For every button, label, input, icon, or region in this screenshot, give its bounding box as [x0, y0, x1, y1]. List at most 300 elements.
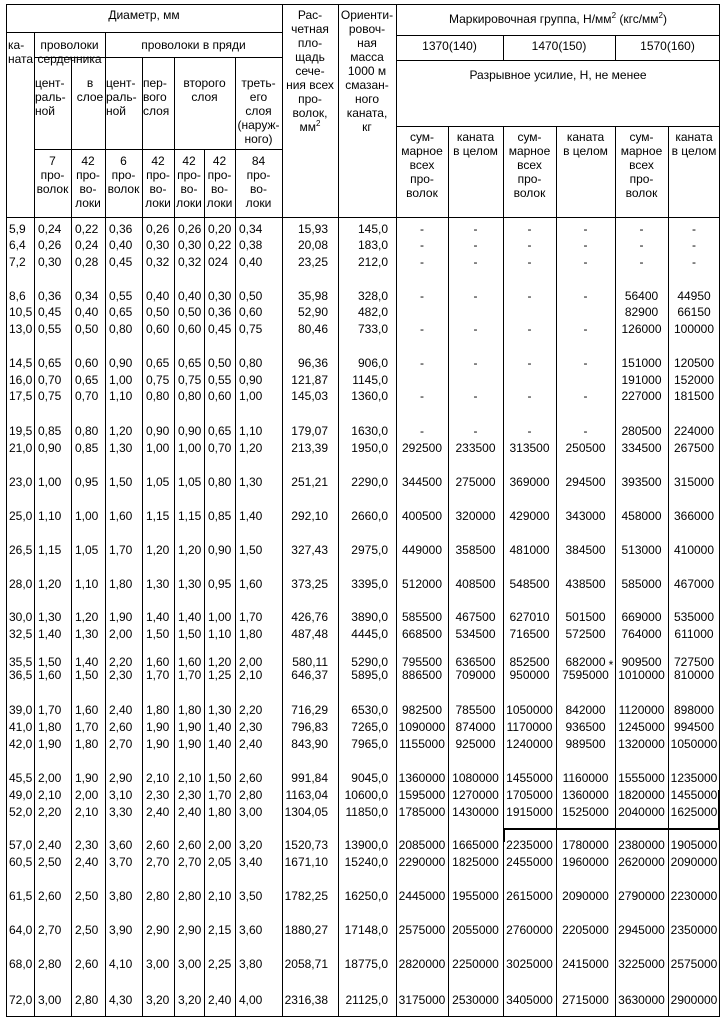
table-cell: 10600,0	[344, 788, 388, 802]
table-cell: 8,6	[9, 289, 26, 303]
table-cell: -	[692, 222, 696, 236]
header-sum-all-1: сум- марное всех про- волок	[401, 130, 443, 200]
header-first-layer: пер- вого слоя	[143, 76, 170, 118]
table-cell: 0,30	[38, 255, 62, 269]
table-cell: 2,00	[208, 838, 232, 852]
table-cell: 16250,0	[344, 889, 388, 903]
table-cell: -	[420, 289, 424, 303]
table-cell: 0,36	[208, 305, 232, 319]
table-cell: 548500	[509, 577, 550, 591]
table-cell: 1520,73	[284, 838, 328, 852]
table-cell: 1050000	[670, 737, 718, 751]
table-cell: 0,36	[38, 289, 62, 303]
table-cell: 0,55	[109, 289, 133, 303]
table-cell: 0,65	[208, 424, 232, 438]
table-cell: -	[527, 289, 532, 303]
table-cell: 2058,71	[284, 957, 328, 971]
table-cell: 1,60	[239, 577, 263, 591]
table-cell: -	[420, 322, 424, 336]
header-central-core: цент- раль- ной	[35, 76, 66, 118]
table-cell: 3,80	[109, 889, 133, 903]
table-cell: 2455000	[506, 855, 553, 869]
table-cell: 0,95	[75, 475, 99, 489]
table-cell: 0,38	[239, 238, 263, 252]
table-cell: 1525000	[562, 805, 609, 819]
table-cell: 2,40	[208, 993, 232, 1007]
table-cell: 1,05	[75, 543, 99, 557]
table-cell: -	[420, 356, 424, 370]
table-cell: 1915000	[506, 805, 553, 819]
bold-marker-line	[503, 828, 720, 830]
table-cell: 0,45	[208, 322, 232, 336]
table-cell: 733,0	[357, 322, 388, 336]
table-cell: 2,90	[146, 923, 170, 937]
table-cell: 0,90	[178, 424, 202, 438]
table-cell: 2235000	[506, 838, 553, 852]
table-cell: 1,50	[239, 543, 263, 557]
table-cell: 7965,0	[351, 737, 388, 751]
table-cell: 925000	[455, 737, 496, 751]
table-cell: 2250000	[452, 957, 499, 971]
table-cell: 2,40	[38, 838, 62, 852]
header-kanata: ка- ната	[8, 38, 34, 66]
table-cell: 1304,05	[284, 805, 328, 819]
table-cell: 4445,0	[351, 627, 388, 641]
table-cell: 15240,0	[344, 855, 388, 869]
table-cell: 1,60	[38, 668, 62, 682]
table-cell: 120500	[673, 356, 715, 370]
table-cell: 1,80	[208, 805, 232, 819]
table-cell: 0,50	[208, 356, 232, 370]
table-cell: 17,5	[9, 389, 33, 403]
table-cell: 1705000	[506, 788, 553, 802]
table-cell: 1,60	[109, 509, 133, 523]
table-cell: 14,5	[9, 356, 33, 370]
table-cell: -	[473, 424, 478, 438]
col-line	[204, 149, 205, 1017]
table-cell: 2,30	[75, 838, 99, 852]
table-cell: 0,70	[38, 373, 62, 387]
table-cell: 1,30	[38, 610, 62, 624]
table-cell: -	[583, 289, 588, 303]
table-cell: 2,30	[178, 788, 202, 802]
table-cell: 906,0	[357, 356, 388, 370]
table-cell: 0,60	[75, 356, 99, 370]
table-cell: 2,90	[178, 923, 202, 937]
table-cell: 344500	[401, 475, 443, 489]
table-cell: 1,10	[208, 627, 232, 641]
header-count-7: 7 про- волок	[36, 154, 69, 196]
table-cell: 795500	[401, 655, 443, 669]
table-cell: 2,40	[178, 805, 202, 819]
table-cell: 1,15	[178, 509, 202, 523]
table-cell: 23,25	[297, 255, 328, 269]
table-cell: 1,00	[75, 509, 99, 523]
table-cell: 1,60	[146, 655, 170, 669]
table-cell: 0,70	[208, 441, 232, 455]
table-cell: 1,70	[178, 668, 202, 682]
table-cell: 1,40	[208, 720, 232, 734]
table-cell: 2,60	[239, 771, 263, 785]
table-cell: 250500	[565, 441, 606, 455]
table-cell: 1320000	[618, 737, 665, 751]
table-cell: -	[420, 222, 424, 236]
table-cell: -	[473, 356, 478, 370]
table-cell: 2,60	[75, 957, 99, 971]
table-cell: 61,5	[9, 889, 33, 903]
table-cell: 0,65	[146, 356, 170, 370]
table-cell: 0,28	[75, 255, 99, 269]
header-sum-all-3: сум- марное всех про- волок	[620, 130, 663, 200]
table-cell: 0,32	[146, 255, 170, 269]
table-cell: 2660,0	[351, 509, 388, 523]
table-cell: 2350000	[670, 923, 718, 937]
table-cell: 1,30	[178, 577, 202, 591]
table-cell: 1630,0	[351, 424, 388, 438]
table-cell: 1780000	[562, 838, 609, 852]
table-cell: 1,50	[146, 627, 170, 641]
table-cell: 936500	[565, 720, 606, 734]
header-line	[396, 35, 720, 36]
table-cell: 5290,0	[351, 655, 388, 669]
table-cell: 2,60	[178, 838, 202, 852]
table-cell: 2,15	[208, 923, 232, 937]
table-cell: 611000	[674, 627, 714, 641]
table-cell: 0,45	[109, 255, 133, 269]
table-cell: 512000	[401, 577, 443, 591]
table-cell: 1,05	[146, 475, 170, 489]
table-cell: 30,0	[9, 610, 33, 624]
table-cell: 1,00	[239, 389, 263, 403]
table-cell: 0,75	[178, 373, 202, 387]
table-cell: 227000	[621, 389, 662, 403]
table-cell: 152000	[673, 373, 715, 387]
table-cell: 2,10	[38, 788, 62, 802]
table-cell: -	[527, 238, 532, 252]
table-cell: 10,5	[9, 305, 33, 319]
table-cell: 2,00	[109, 627, 133, 641]
header-area: Рас- четная пло- щадь сече- ния всех про- волок, $мм^2$	[286, 8, 334, 134]
table-cell: 7595000	[562, 668, 609, 682]
table-cell: 213,39	[291, 441, 328, 455]
table-cell: 1,90	[146, 737, 170, 751]
table-cell: 15,93	[297, 222, 328, 236]
table-cell: 909500	[621, 655, 662, 669]
header-rope-whole-1: каната в целом	[453, 130, 498, 158]
table-cell: 2090000	[670, 855, 718, 869]
table-cell: 2,40	[239, 737, 263, 751]
table-cell: 2,50	[75, 889, 99, 903]
table-cell: 11850,0	[345, 805, 388, 819]
table-cell: 3,90	[109, 923, 133, 937]
table-cell: 1,10	[38, 509, 62, 523]
table-cell: 1,20	[109, 424, 133, 438]
table-cell: 3,40	[239, 855, 263, 869]
table-cell: 2,50	[38, 855, 62, 869]
table-cell: 1665000	[452, 838, 499, 852]
table-cell: 3630000	[618, 993, 665, 1007]
table-cell: 275000	[455, 475, 496, 489]
table-cell: 0,26	[146, 222, 170, 236]
table-cell: 1,10	[75, 577, 99, 591]
header-diameter: Диаметр, мм	[108, 8, 180, 22]
table-cell: 1,10	[239, 424, 263, 438]
table-cell: 2055000	[452, 923, 499, 937]
table-cell: -	[583, 222, 588, 236]
table-cell: 0,85	[38, 424, 62, 438]
header-sum-all-2: сум- марное всех про- волок	[508, 130, 551, 200]
table-cell: 1555000	[618, 771, 665, 785]
table-cell: 320000	[455, 509, 496, 523]
table-cell: 328,0	[357, 289, 388, 303]
table-cell: 513000	[621, 543, 662, 557]
table-cell: 2,10	[75, 805, 99, 819]
table-cell: 1,80	[239, 627, 263, 641]
table-cell: 0,32	[178, 255, 202, 269]
table-cell: 343000	[565, 509, 606, 523]
area-superscript: 2	[316, 119, 321, 128]
header-second-layer: второго слоя	[183, 76, 226, 104]
table-cell: 251,21	[291, 475, 328, 489]
table-cell: 2,70	[178, 855, 202, 869]
table-cell: 60,5	[9, 855, 33, 869]
table-cell: 482,0	[357, 305, 388, 319]
table-cell: 0,24	[38, 222, 62, 236]
header-mass: Ориенти- ровоч- ная масса 1000 м смазан- ного каната, кг	[340, 8, 394, 134]
table-cell: 80,46	[297, 322, 328, 336]
table-cell: 0,75	[239, 322, 263, 336]
table-cell: 2,20	[239, 703, 263, 717]
table-cell: 1,70	[239, 610, 263, 624]
table-cell: 1,90	[178, 720, 202, 734]
table-cell: 2,30	[239, 720, 263, 734]
table-cell: 1,25	[208, 668, 232, 682]
table-cell: 39,0	[9, 703, 33, 717]
table-cell: 0,60	[208, 389, 232, 403]
table-cell: 449000	[401, 543, 443, 557]
table-cell: 627010	[509, 610, 550, 624]
table-cell: 0,50	[178, 305, 202, 319]
table-cell: 1,90	[178, 737, 202, 751]
table-cell: 267500	[673, 441, 715, 455]
table-cell: 1,20	[75, 610, 99, 624]
table-cell: 709000	[455, 668, 496, 682]
table-cell: 41,0	[9, 720, 33, 734]
table-cell: 7,2	[9, 255, 26, 269]
table-cell: -	[473, 238, 478, 252]
table-cell: 0,65	[75, 373, 99, 387]
table-cell: 716500	[509, 627, 550, 641]
table-cell: 1,20	[178, 543, 202, 557]
table-cell: 0,60	[146, 322, 170, 336]
table-cell: 1,30	[239, 475, 263, 489]
table-cell: 2820000	[398, 957, 446, 971]
table-cell: 57,0	[9, 838, 33, 852]
table-cell: 2380000	[618, 838, 665, 852]
header-group-1470: 1470(150)	[531, 39, 587, 53]
table-cell: 3,80	[239, 957, 263, 971]
table-cell: -	[527, 356, 532, 370]
table-cell: 3,70	[109, 855, 133, 869]
table-cell: 1,50	[75, 668, 99, 682]
table-cell: 100000	[673, 322, 715, 336]
table-cell: 1,15	[38, 543, 62, 557]
table-cell: 1,00	[146, 441, 170, 455]
table-cell: 21125,0	[345, 993, 388, 1007]
table-cell: 534500	[455, 627, 496, 641]
table-cell: 1163,04	[285, 788, 328, 802]
table-cell: 49,0	[9, 788, 33, 802]
table-cell: 1,70	[146, 668, 170, 682]
table-cell: 1455000	[670, 788, 718, 802]
header-line	[6, 32, 282, 33]
table-cell: 2900000	[670, 993, 718, 1007]
table-cell: 96,36	[297, 356, 328, 370]
table-cell: 1155000	[399, 737, 445, 751]
table-cell: 23,0	[9, 475, 33, 489]
table-cell: 2,80	[146, 889, 170, 903]
table-cell: 0,65	[38, 356, 62, 370]
table-cell: 7265,0	[351, 720, 388, 734]
table-cell: -	[527, 322, 532, 336]
superscript: 2	[658, 11, 663, 20]
table-cell: 585500	[401, 610, 443, 624]
table-cell: 2,70	[146, 855, 170, 869]
table-cell: -	[420, 255, 424, 269]
table-cell: 0,75	[146, 373, 170, 387]
table-cell: 2,05	[208, 855, 232, 869]
table-cell: 82900	[624, 305, 659, 319]
table-cell: 0,80	[208, 475, 232, 489]
table-cell: 1,90	[109, 610, 133, 624]
table-cell: 1,80	[38, 720, 62, 734]
table-cell: 1240000	[506, 737, 553, 751]
table-cell: 13900,0	[344, 838, 388, 852]
table-cell: 2,40	[75, 855, 99, 869]
table-cell: 0,34	[75, 289, 99, 303]
table-cell: 2316,38	[284, 993, 328, 1007]
table-cell: 1245000	[618, 720, 665, 734]
table-cell: 1,00	[109, 373, 133, 387]
table-cell: 1,05	[178, 475, 202, 489]
table-cell: 0,90	[239, 373, 263, 387]
table-cell: 2575000	[398, 923, 446, 937]
table-cell: 2,90	[109, 771, 133, 785]
table-cell: 2,80	[178, 889, 202, 903]
table-cell: 3,00	[239, 805, 263, 819]
table-cell: 810000	[673, 668, 715, 682]
table-cell: 0,50	[239, 289, 263, 303]
table-cell: 1,40	[239, 509, 263, 523]
table-cell: 0,80	[146, 389, 170, 403]
table-cell: 1,80	[75, 737, 99, 751]
table-cell: 0,36	[109, 222, 133, 236]
table-cell: 121,87	[291, 373, 328, 387]
table-cell: 1,40	[178, 610, 202, 624]
table-cell: 0,40	[109, 238, 133, 252]
table-cell: 369000	[509, 475, 550, 489]
table-cell: 0,85	[208, 509, 232, 523]
header-in-layer: в слое	[76, 76, 104, 104]
header-count-42c: 42 про- во- локи	[176, 154, 202, 210]
table-cell: 1,70	[109, 543, 133, 557]
table-cell: 2,40	[146, 805, 170, 819]
table-cell: 580,11	[292, 655, 328, 669]
table-cell: 0,20	[208, 222, 232, 236]
table-cell: 1,40	[38, 627, 62, 641]
table-cell: 1,30	[109, 441, 133, 455]
table-cell: 3,30	[109, 805, 133, 819]
table-cell: 4,30	[109, 993, 133, 1007]
header-breaking-force: Разрывное усилие, Н, не менее	[469, 68, 647, 82]
table-cell: 315000	[673, 475, 715, 489]
table-cell: 2,10	[208, 889, 232, 903]
table-cell: 126000	[621, 322, 662, 336]
table-cell: 3,00	[38, 993, 62, 1007]
table-cell: 1950,0	[351, 441, 388, 455]
table-cell: 852500	[509, 655, 550, 669]
table-cell: 35,5	[9, 655, 33, 669]
table-cell: 366000	[673, 509, 715, 523]
superscript: 2	[611, 11, 617, 20]
table-cell: 1782,25	[284, 889, 328, 903]
table-cell: 2290000	[398, 855, 446, 869]
marking-text: Маркировочная группа, Н/мм	[448, 12, 612, 26]
table-cell: 52,90	[297, 305, 328, 319]
table-cell: 56400	[624, 289, 659, 303]
table-cell: 292500	[401, 441, 443, 455]
table-top-border	[6, 4, 720, 5]
table-cell: 3025000	[506, 957, 553, 971]
table-cell: 1235000	[670, 771, 718, 785]
table-cell: 1905000	[670, 838, 718, 852]
table-cell: 1785000	[398, 805, 446, 819]
table-cell: 0,55	[38, 322, 62, 336]
table-cell: -	[692, 238, 696, 252]
table-cell: 1120000	[618, 703, 665, 717]
table-cell: 3,20	[239, 838, 263, 852]
table-cell: 1,80	[178, 703, 202, 717]
table-cell: 1625000	[670, 805, 718, 819]
table-cell: 2615000	[506, 889, 553, 903]
table-cell: 0,75	[38, 389, 62, 403]
table-cell: 1160000	[562, 771, 609, 785]
table-cell: 2,25	[208, 957, 232, 971]
header-core-wires: проволоки сердечника	[37, 38, 102, 66]
table-cell: -	[473, 222, 478, 236]
table-cell: 0,40	[239, 255, 263, 269]
table-cell: 429000	[509, 509, 550, 523]
table-cell: 585000	[621, 577, 662, 591]
header-count-6: 6 про- волок	[107, 154, 140, 196]
table-cell: 0,55	[208, 373, 232, 387]
table-cell: 2090000	[562, 889, 609, 903]
table-cell: 2975,0	[351, 543, 388, 557]
table-cell: 1,30	[146, 577, 170, 591]
table-cell: 1,10	[109, 389, 133, 403]
table-cell: 0,90	[146, 424, 170, 438]
table-cell: 1050000	[506, 703, 553, 717]
table-cell: 716,29	[291, 703, 328, 717]
table-cell: 145,0	[357, 222, 388, 236]
table-cell: 44950	[677, 289, 711, 303]
table-cell: 2620000	[618, 855, 665, 869]
table-cell: 1,15	[146, 509, 170, 523]
table-cell: 0,30	[178, 238, 202, 252]
table-cell: 3,00	[146, 957, 170, 971]
table-cell: 400500	[401, 509, 443, 523]
table-cell: 66150	[677, 305, 711, 319]
